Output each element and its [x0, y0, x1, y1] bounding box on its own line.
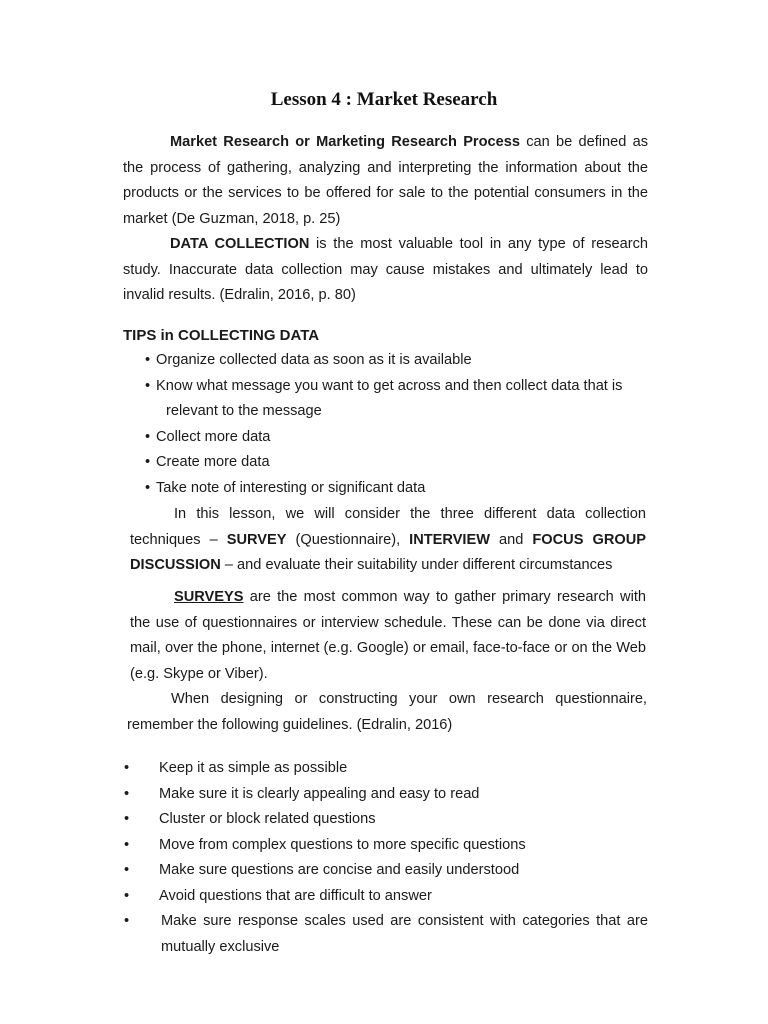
paragraph-market-research-definition [123, 130, 648, 232]
term-survey: SURVEY [226, 531, 287, 548]
list-item: • Keep it as simple as possible [124, 756, 648, 782]
list-item: • Organize collected data as soon as it is available [156, 348, 656, 374]
list-item: • Make sure questions are concise and easily understood [124, 858, 648, 884]
definition-text: can be defined as the process of gathering, analyzing and interpreting the information about the products or the services to be offered for sale to the potential consumers in the market (De Guzman, 2018, p. 25) [123, 134, 648, 227]
list-item-continuation: relevant to the message [166, 403, 322, 419]
bullet-icon: • [124, 785, 130, 802]
list-item: • Collect more data [156, 425, 656, 451]
bullet-icon: • [145, 352, 151, 368]
bullet-icon: • [124, 811, 130, 827]
list-item: • Take note of interesting or significant data [156, 476, 656, 502]
page-title: Lesson 4 : Market Research [270, 89, 498, 110]
list-item: • Cluster or block related questions [124, 807, 648, 833]
list-item: • Create more data [156, 450, 656, 476]
bullet-icon: • [124, 887, 130, 904]
data-collection-text: is the most valuable tool in any type of research study. Inaccurate data collection may cause mistakes and ultimately lead to invalid results. (Edralin, 2016, p. 80) [123, 236, 649, 303]
guidelines-list [124, 756, 648, 960]
bullet-icon: • [124, 836, 130, 853]
term-focus-group: FOCUS GROUP DISCUSSION [130, 531, 646, 573]
paragraph-guidelines-intro: When designing or constructing your own research questionnaire, remember the following guidelines. (Edralin, 2016) [127, 691, 647, 733]
paragraph-data-collection [123, 232, 648, 309]
term-market-research: Market Research or Marketing Research Process [170, 134, 520, 150]
term-interview: INTERVIEW [409, 531, 490, 548]
list-item: • Make sure response scales used are consistent with categories that are mutually exclusive [124, 909, 648, 960]
bullet-icon: • [145, 454, 151, 470]
term-surveys: SURVEYS [174, 589, 244, 605]
list-item: • Avoid questions that are difficult to answer [124, 884, 648, 910]
bullet-icon: • [145, 479, 151, 496]
bullet-icon: • [145, 428, 151, 445]
bullet-icon: • [145, 377, 151, 394]
bullet-icon: • [124, 913, 130, 929]
bullet-icon: • [124, 862, 130, 878]
term-data-collection: DATA COLLECTION [170, 236, 310, 252]
paragraph-surveys: SURVEYS are the most common way to gather primary research with the use of questionnaires or interview schedule. These can be done via direct mail, over the phone, internet (e.g. Google) or email, face-to-face or on the Web (e.g. Skype or Viber). [130, 589, 646, 682]
tips-heading: TIPS in COLLECTING DATA [123, 327, 320, 344]
list-item: • Make sure it is clearly appealing and easy to read [124, 782, 648, 808]
list-item: • Know what message you want to get across and then collect data that is [156, 374, 656, 400]
list-item: • Move from complex questions to more specific questions [124, 833, 648, 859]
tips-list [145, 348, 656, 501]
bullet-icon: • [124, 760, 130, 776]
paragraph-techniques: In this lesson, we will consider the three different data collection techniques – SURVEY (Questionnaire), INTERVIEW and FOCUS GROUP DISCUSSION – and evaluate their suitability under different circumstances [130, 506, 646, 573]
